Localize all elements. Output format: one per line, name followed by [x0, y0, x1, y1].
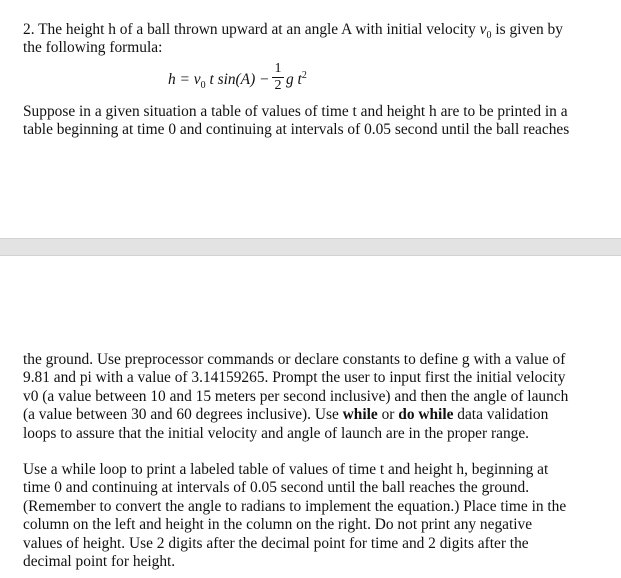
para2-line-3: v0 (a value between 10 and 15 meters per second inclusive) and then the angle of launch — [23, 387, 569, 405]
document-page-top — [0, 0, 621, 238]
keyword-while: while — [342, 406, 378, 424]
para3-line-2: time 0 and continuing at intervals of 0.05 second until the ball reaches the ground. — [23, 479, 530, 497]
para1-line-2: table beginning at time 0 and continuing at intervals of 0.05 second until the ball reaches — [23, 121, 570, 139]
intro-line-2: the following formula: — [23, 39, 163, 57]
para3-line-5: values of height. Use 2 digits after the decimal point for time and 2 digits after the — [23, 534, 529, 552]
para3-line-4: column on the left and height in the column on the right. Do not print any negative — [23, 516, 533, 534]
intro-line-1: 2. The height h of a ball thrown upward at an angle A with initial velocity $v_0$ is given by — [23, 21, 563, 42]
formula-lhs: $h = v_0$ t sin(A) − — [168, 71, 270, 92]
paragraph-3 — [23, 461, 603, 571]
para2-line-5: loops to assure that the initial velocity and angle of launch are in the proper range. — [23, 424, 530, 442]
para3-line-1: Use a while loop to print a labeled table of values of time t and height h, beginning at — [23, 461, 549, 478]
keyword-do-while: do while — [398, 406, 454, 424]
paragraph-2 — [23, 351, 603, 443]
para3-line-3: (Remember to convert the angle to radians to implement the equation.) Place time in the — [23, 497, 567, 515]
formula-rhs: g $t^2$ — [286, 69, 307, 88]
height-formula — [168, 62, 368, 96]
v0-symbol: v — [479, 21, 487, 38]
problem-statement-intro — [23, 21, 603, 58]
para2-line-1: the ground. Use preprocessor commands or declare constants to define g with a value of — [23, 351, 566, 368]
document-page-bottom — [0, 256, 621, 578]
para1-line-1: Suppose in a given situation a table of values of time t and height h are to be printed in a — [23, 103, 568, 120]
para3-line-6: decimal point for height. — [23, 552, 176, 570]
page-break-gap — [0, 238, 621, 256]
para2-line-2: 9.81 and pi with a value of 3.14159265. Prompt the user to input first the initial velocity — [23, 369, 566, 387]
paragraph-1 — [23, 103, 603, 140]
formula-fraction: 1 2 — [272, 62, 284, 93]
para2-line-4: (a value between 30 and 60 degrees inclusive). Use while or do while data validation — [23, 406, 549, 424]
